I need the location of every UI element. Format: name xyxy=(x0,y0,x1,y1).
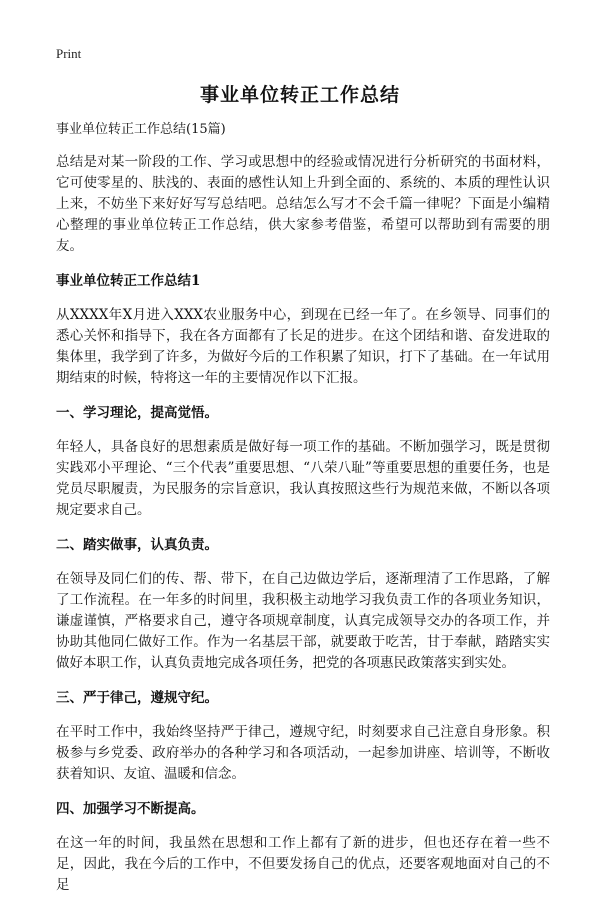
section-paragraph-2: 年轻人，具备良好的思想素质是做好每一项工作的基础。不断加强学习，既是贯彻实践邓小平理论、“三个代表”重要思想、“八荣八耻”等重要思想的重要任务，也是党员尽职履责，为民服务的宗旨意识，我认真按照这些行为规范来做，不断以各项规定要求自己。 xyxy=(56,439,550,518)
section-paragraph-5: 在这一年的时间，我虽然在思想和工作上都有了新的进步，但也还存在着一些不足，因此，我在今后的工作中，不但要发扬自己的优点，还要客观地面对自己的不足 xyxy=(56,835,550,893)
section-paragraph-4: 在平时工作中，我始终坚持严于律己，遵规守纪，时刻要求自己注意自身形象。积极参与乡党委、政府举办的各种学习和各项活动，一起参加讲座、培训等，不断收获着知识、友谊、温暖和信念。 xyxy=(56,724,550,782)
page-title: 事业单位转正工作总结 xyxy=(199,84,400,106)
section-paragraph-3: 在领导及同仁们的传、帮、带下，在自己边做边学后，逐渐理清了工作思路，了解了工作流程。在一年多的时间里，我积极主动地学习我负责工作的各项业务知识，谦虚谨慎，严格要求自己，遵守各项规章制度，认真完成领导交办的各项工作，并协助其他同仁做好工作。作为一名基层干部，就要敢于吃苦，甘于奉献，踏踏实实做好本职工作，认真负责地完成各项任务，把党的各项惠民政策落实到实处。 xyxy=(56,571,550,671)
document-subtitle: 事业单位转正工作总结(15篇) xyxy=(56,122,226,137)
intro-paragraph: 总结是对某一阶段的工作、学习或思想中的经验或情况进行分析研究的书面材料，它可使零星的、肤浅的、表面的感性认知上升到全面的、系统的、本质的理性认识上来，不妨坐下来好好写写总结吧。总结怎么写才不会千篇一律呢？下面是小编精心整理的事业单位转正工作总结，供大家参考借鉴，希望可以帮助到有需要的朋友。 xyxy=(56,154,550,254)
section-heading-1: 事业单位转正工作总结1 xyxy=(56,273,201,289)
document-body xyxy=(56,120,550,910)
section-paragraph-1: 从XXXX年X月进入XXX农业服务中心，到现在已经一年了。在乡领导、同事们的悉心关怀和指导下，我在各方面都有了长足的进步。在这个团结和谐、奋发进取的集体里，我学到了许多，为做好今后的工作积累了知识，打下了基础。在一年试用期结束的时候，特将这一年的主要情况作以下汇报。 xyxy=(56,307,550,386)
section-heading-4: 三、严于律己，遵规守纪。 xyxy=(56,690,218,706)
section-heading-5: 四、加强学习不断提高。 xyxy=(56,801,205,817)
section-heading-2: 一、学习理论，提高觉悟。 xyxy=(56,405,218,421)
print-link[interactable]: Print xyxy=(56,46,82,61)
section-heading-3: 二、踏实做事，认真负责。 xyxy=(56,537,218,553)
